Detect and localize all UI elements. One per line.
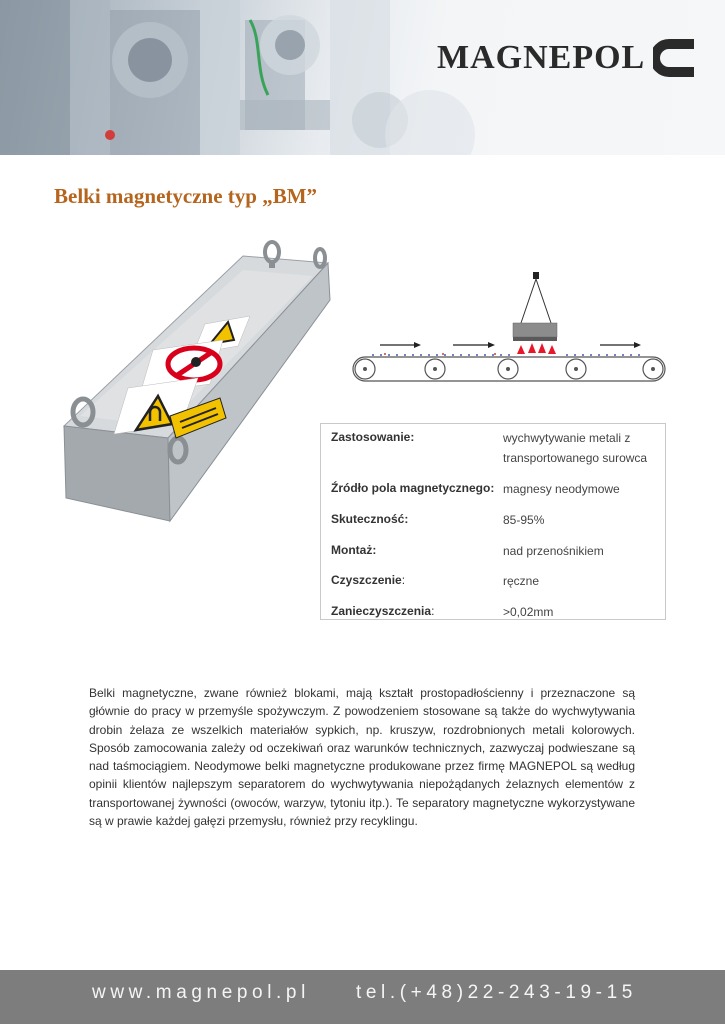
footer [0, 970, 725, 1024]
description-paragraph: Belki magnetyczne, zwane również blokami, mają kształt prostopadłościenny i przeznaczone są głównie do pracy w przemyśle spożywczym. Z powodzeniem stosowane są także do wychwytywania drobin żelaza ze wszelkich materiałów sypkich, np. kruszyw, rozdrobnionych metali kolorowych. Sposób zamocowania zależy od oczekiwań oraz warunków technicznych, zazwyczaj podwieszane są nad taśmociągiem. Neodymowe belki magnetyczne produkowane przez firmę MAGNEPOL są według opinii klientów najlepszym separatorem do wychwytywania niepożądanych żelaznych elementów z transportowanej żywności (owoców, warzyw, tytoniu itp.). Te separatory magnetyczne wykorzystywane są w prawie każdej gałęzi przemysłu, również przy recyklingu. [89, 686, 635, 829]
flow-arrow [380, 342, 421, 348]
spec-value: 85-95% [503, 513, 545, 527]
spec-label: Montaż: [331, 543, 377, 557]
phone-number[interactable]: tel.(+48)22-243-19-15 [356, 982, 637, 1003]
page-title: Belki magnetyczne typ „BM” [54, 184, 318, 208]
website-link[interactable]: www.magnepol.pl [92, 982, 310, 1003]
brand-name: MAGNEPOL [437, 39, 646, 76]
roller [566, 359, 586, 379]
roller [355, 359, 375, 379]
spec-label: Czyszczenie: [331, 573, 406, 587]
spec-label: Skuteczność: [331, 512, 409, 526]
spec-label: Zastosowanie: [331, 430, 415, 444]
spec-label: Zanieczyszczenia: [331, 604, 435, 618]
spec-value: magnesy neodymowe [503, 482, 620, 496]
roller [643, 359, 663, 379]
header-banner [0, 0, 725, 155]
spec-value: >0,02mm [503, 605, 554, 619]
flow-arrow [453, 342, 495, 348]
magnetic-beam-photo [58, 238, 340, 528]
roller [425, 359, 445, 379]
spec-table [320, 423, 666, 620]
spec-value: wychwytywanie metali z transportowanego surowca [503, 431, 648, 465]
flow-arrow [600, 342, 641, 348]
conveyor-diagram [345, 265, 675, 390]
spec-value: ręczne [503, 574, 540, 588]
spec-label: Źródło pola magnetycznego: [331, 481, 495, 495]
spec-value: nad przenośnikiem [503, 544, 604, 558]
brand [437, 38, 697, 78]
horseshoe-magnet-icon [653, 38, 697, 78]
roller [498, 359, 518, 379]
